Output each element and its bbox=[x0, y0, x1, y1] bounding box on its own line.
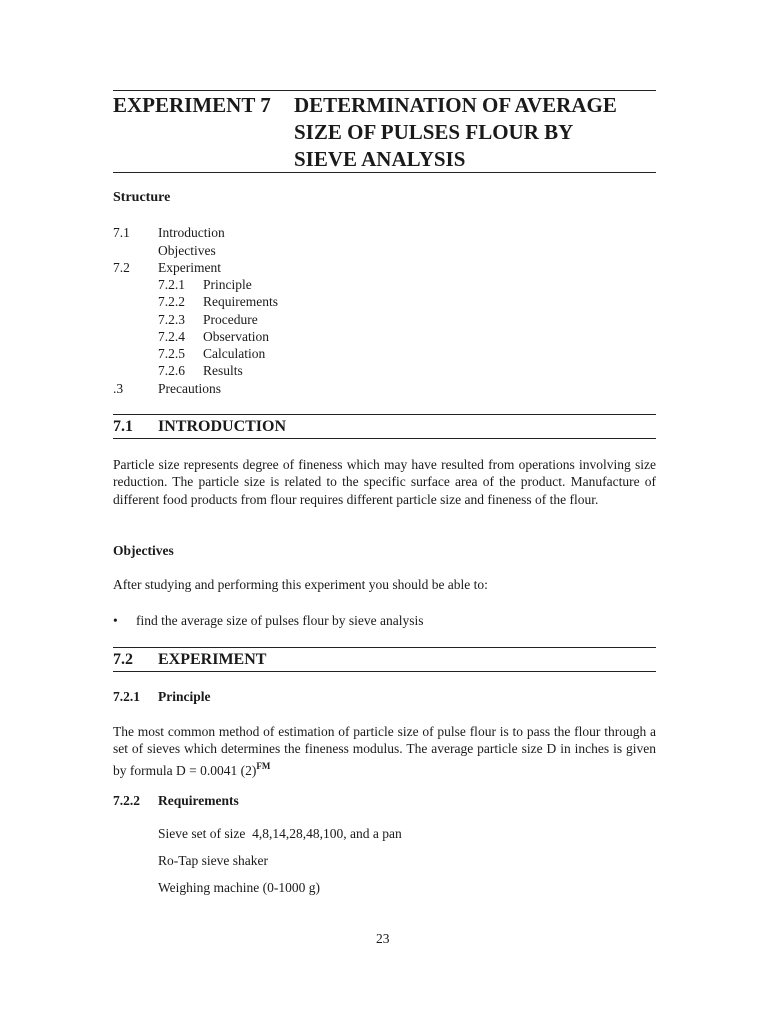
requirement-item: Weighing machine (0-1000 g) bbox=[158, 880, 320, 895]
title-top-rule bbox=[113, 90, 656, 91]
page-number: 23 bbox=[376, 931, 390, 946]
title-line: SIEVE ANALYSIS bbox=[294, 147, 466, 171]
toc-number: 7.1 bbox=[113, 225, 130, 240]
toc-number: 7.2.1 bbox=[158, 277, 185, 292]
bullet-marker: • bbox=[113, 613, 118, 628]
toc-label: Experiment bbox=[158, 260, 221, 275]
intro-heading: INTRODUCTION bbox=[158, 418, 287, 435]
intro-top-rule bbox=[113, 414, 656, 415]
toc-number: 7.2 bbox=[113, 260, 130, 275]
toc-number: 7.2.5 bbox=[158, 346, 185, 361]
toc-label: Objectives bbox=[158, 243, 216, 258]
toc-label: Calculation bbox=[203, 346, 266, 361]
toc-number: 7.2.6 bbox=[158, 363, 185, 378]
structure-heading: Structure bbox=[113, 190, 171, 205]
intro-number: 7.1 bbox=[113, 418, 133, 435]
requirement-item: Ro-Tap sieve shaker bbox=[158, 853, 269, 868]
principle-number: 7.2.1 bbox=[113, 689, 140, 704]
toc-number: 7.2.3 bbox=[158, 312, 185, 327]
formula-exponent: FM bbox=[256, 760, 271, 771]
toc-label: Observation bbox=[203, 329, 269, 344]
experiment-number: 7.2 bbox=[113, 651, 133, 668]
toc-number: 7.2.2 bbox=[158, 294, 185, 309]
experiment-heading: EXPERIMENT bbox=[158, 651, 267, 668]
title-bottom-rule bbox=[113, 172, 656, 173]
title-line: DETERMINATION OF AVERAGE bbox=[294, 93, 617, 117]
principle-paragraph bbox=[113, 723, 656, 779]
principle-heading: Principle bbox=[158, 689, 211, 704]
principle-text: The most common method of estimation of particle size of pulse flour is to pass the flour through a set of sieves which determines the fineness modulus. The average particle size D in inches is given by formula D = 0.0041 (2) bbox=[113, 724, 656, 778]
toc-label: Procedure bbox=[203, 312, 258, 327]
intro-bottom-rule bbox=[113, 438, 656, 439]
experiment-title bbox=[294, 92, 664, 173]
toc-label: Introduction bbox=[158, 225, 225, 240]
experiment-label: EXPERIMENT 7 bbox=[113, 93, 271, 117]
objectives-lead: After studying and performing this experiment you should be able to: bbox=[113, 577, 488, 592]
intro-paragraph: Particle size represents degree of fineness which may have resulted from operations involving size reduction. The particle size is related to the specific surface area of the product. Manufacture of different food products from flour requires different particle size and fineness of the flour. bbox=[113, 457, 656, 507]
requirements-number: 7.2.2 bbox=[113, 793, 140, 808]
toc-number: 7.2.4 bbox=[158, 329, 185, 344]
requirements-heading: Requirements bbox=[158, 793, 239, 808]
toc-label: Precautions bbox=[158, 381, 221, 396]
toc-label: Results bbox=[203, 363, 243, 378]
title-line: SIZE OF PULSES FLOUR BY bbox=[294, 120, 574, 144]
toc-item bbox=[113, 224, 130, 241]
experiment-bottom-rule bbox=[113, 671, 656, 672]
toc-label: Requirements bbox=[203, 294, 278, 309]
objective-bullet: find the average size of pulses flour by sieve analysis bbox=[136, 613, 424, 628]
objectives-heading: Objectives bbox=[113, 543, 174, 558]
requirement-item: Sieve set of size 4,8,14,28,48,100, and a pan bbox=[158, 826, 402, 841]
toc-label: Principle bbox=[203, 277, 252, 292]
experiment-top-rule bbox=[113, 647, 656, 648]
toc-number: .3 bbox=[113, 381, 124, 396]
